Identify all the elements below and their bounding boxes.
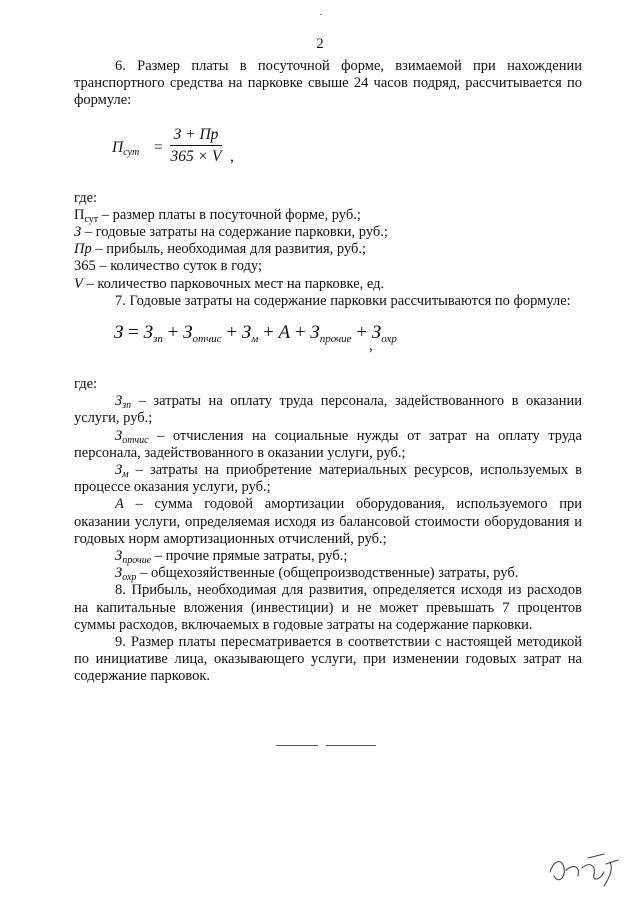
- formula2-plus: +: [167, 322, 179, 344]
- page-number: 2: [316, 36, 324, 52]
- formula2-equals: =: [128, 322, 139, 344]
- formula1-numerator: З + Пр: [170, 126, 222, 146]
- formula2-plus: +: [356, 322, 368, 344]
- paragraph-6: 6. Размер платы в посуточной форме, взимаемой при нахождении транспортного средства на парковке свыше 24 часов подряд, рассчитывается по формуле:: [74, 58, 582, 109]
- formula1-fraction: [170, 126, 222, 165]
- definition-item: З – годовые затраты на содержание парковки, руб.;: [74, 224, 388, 241]
- document-body: [74, 58, 582, 686]
- handwritten-signature-icon: [544, 850, 624, 890]
- formula2-term-zp: $З_{зп}$: [143, 322, 163, 346]
- definition-item: 365 – количество суток в году;: [74, 258, 263, 275]
- paragraph-9: 9. Размер платы пересматривается в соответствии с настоящей методикой по инициативе лица, оказывающего услуги, при изменении годовых затрат на содержание парковок.: [74, 634, 582, 685]
- definition-item: $З_м$ – затраты на приобретение материальных ресурсов, используемых в процессе оказания услуги, руб.;: [74, 462, 582, 496]
- definition-item: А – сумма годовой амортизации оборудования, используемого при оказании услуги, определяемая исходя из балансовой стоимости оборудования и годовых норм амортизационных отчислений, руб.;: [74, 496, 582, 547]
- definition-item: V – количество парковочных мест на парковке, ед.: [74, 275, 385, 292]
- formula1-lhs: $П_{сут}$: [112, 138, 140, 158]
- definition-item: $З_{охр}$ – общехозяйственные (общепроизводственные) затраты, руб.: [115, 565, 519, 584]
- formula1-equals: =: [154, 138, 163, 156]
- formula2-plus: +: [226, 322, 238, 344]
- formula1-denominator: 365 × V: [170, 147, 222, 165]
- end-rule-left: [276, 745, 318, 746]
- formula2-comma: ,: [369, 338, 373, 355]
- where-label-2: где:: [74, 376, 98, 393]
- paragraph-7: 7. Годовые затраты на содержание парковки рассчитываются по формуле:: [115, 292, 571, 309]
- formula2-term-prochie: $З_{прочие}$: [310, 322, 352, 346]
- formula2-plus: +: [263, 322, 274, 344]
- formula-annual-costs: [114, 324, 582, 364]
- formula1-comma: ,: [230, 147, 234, 165]
- definition-item: $З_{прочие}$ – прочие прямые затраты, руб.;: [115, 548, 348, 567]
- definition-item: Пр – прибыль, необходимая для развития, руб.;: [74, 241, 367, 258]
- definition-item: $З_{отчис}$ – отчисления на социальные нужды от затрат на оплату труда персонала, задействованного в оказании услуги, руб.;: [74, 427, 582, 461]
- formula2-plus: +: [294, 322, 306, 344]
- formula2-lhs: З: [114, 322, 124, 344]
- definition-item: $З_{зп}$ – затраты на оплату труда персонала, задействованного в оказании услуги, руб.;: [74, 393, 582, 427]
- top-mark: [320, 14, 322, 15]
- definition-item: $П_{сут}$ – размер платы в посуточной форме, руб.;: [74, 206, 361, 225]
- end-rule-right: [326, 745, 376, 746]
- formula2-term-a: А: [278, 322, 291, 344]
- where-label-1: где:: [74, 189, 98, 206]
- formula-daily-fee: [112, 126, 582, 172]
- formula2-term-ohr: $З_{охр}$: [371, 322, 397, 346]
- formula2-term-otchis: $З_{отчис}$: [183, 322, 222, 346]
- paragraph-8: 8. Прибыль, необходимая для развития, определяется исходя из расходов на капитальные вложения (инвестиции) и не может превышать 7 процентов суммы расходов, включаемых в годовые затраты на содержание парковки.: [74, 582, 582, 633]
- formula2-term-m: $З_м$: [241, 322, 259, 346]
